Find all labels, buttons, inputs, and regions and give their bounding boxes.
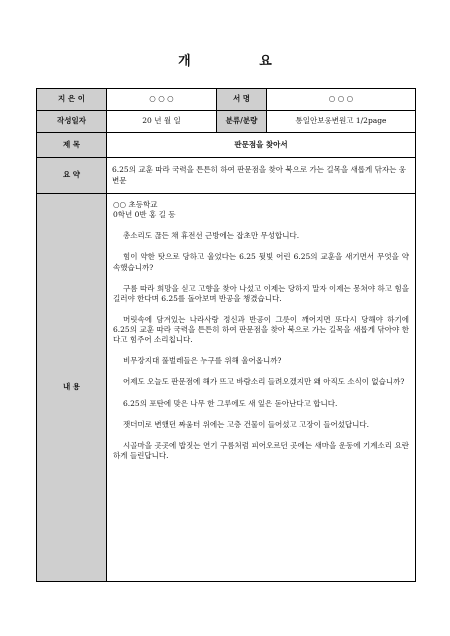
- content-body: [107, 194, 416, 582]
- author-label: 지 은 이: [37, 89, 107, 111]
- speaker-line: 0학년 0반 홍 길 동: [113, 210, 176, 220]
- paragraph: 6.25의 포탄에 맞은 나무 한 그루에도 새 잎은 돋아난다고 합니다.: [123, 398, 338, 408]
- paragraph: 머릿속에 담겨있는 나라사랑 정신과 반공이 그릇이 깨어지면 또다시 당해야 하기에 6.25의 교훈 따라 국력을 튼튼히 하여 판문점을 찾아 북으로 가는 길목을 새롭게 닦아야 한다고 힘주어 소리칩니다.: [113, 314, 409, 345]
- paragraph: 비무장지대 풀벌레들은 누구를 위해 울어옵니까?: [123, 356, 282, 366]
- paragraph: 잿더미로 변했던 짜움터 위에는 고층 건물이 들어섰고 고장이 들어섰답니다.: [123, 419, 370, 429]
- subject-value: 판문점을 찾아서: [107, 133, 416, 158]
- summary-label: 요 약: [37, 158, 107, 194]
- paragraph: 어제도 오늘도 판문점에 해가 뜨고 바람소리 들려오겠지만 왜 아직도 소식이 없습니까?: [123, 377, 405, 387]
- date-value: 20 년 월 일: [107, 111, 217, 133]
- overview-form: [36, 88, 416, 582]
- subject-label: 제 목: [37, 133, 107, 158]
- content-label: 내 용: [37, 194, 107, 582]
- name-value: ○ ○ ○: [267, 89, 416, 111]
- school-line: ○○ 초등학교: [113, 200, 158, 209]
- date-label: 작성일자: [37, 111, 107, 133]
- paragraph: 구름 따라 희망을 싣고 고향을 찾아 나섰고 이제는 당하지 말자 이제는 몽쳐야 하고 힘을 길러야 한다며 6.25를 돌아보며 반공을 챙겼습니다.: [113, 283, 409, 303]
- name-label: 서 명: [217, 89, 267, 111]
- summary-value: 6.25의 교훈 따라 국력을 튼튼히 하여 판문점을 찾아 북으로 가는 길목을 새롭게 닦자는 웅변문: [107, 158, 416, 194]
- category-label: 분류/분량: [217, 111, 267, 133]
- document-title: 개 요: [178, 54, 304, 69]
- author-value: ○ ○ ○: [107, 89, 217, 111]
- paragraph: 총소리도 끊든 채 휴전선 근방에는 잡초만 무성합니다.: [123, 231, 300, 241]
- paragraph: 시골마을 곳곳에 밥짓는 연기 구름처럼 피어오르던 곳에는 새마을 운동에 기계소리 요란하게 들린답니다.: [113, 440, 409, 460]
- category-value: 통일안보웅변원고 1/2page: [267, 111, 416, 133]
- paragraph: 힘이 약한 탓으로 당하고 울었다는 6.25 뒷빛 어린 6.25의 교훈을 새기면서 무엇을 약속했습니까?: [113, 252, 409, 272]
